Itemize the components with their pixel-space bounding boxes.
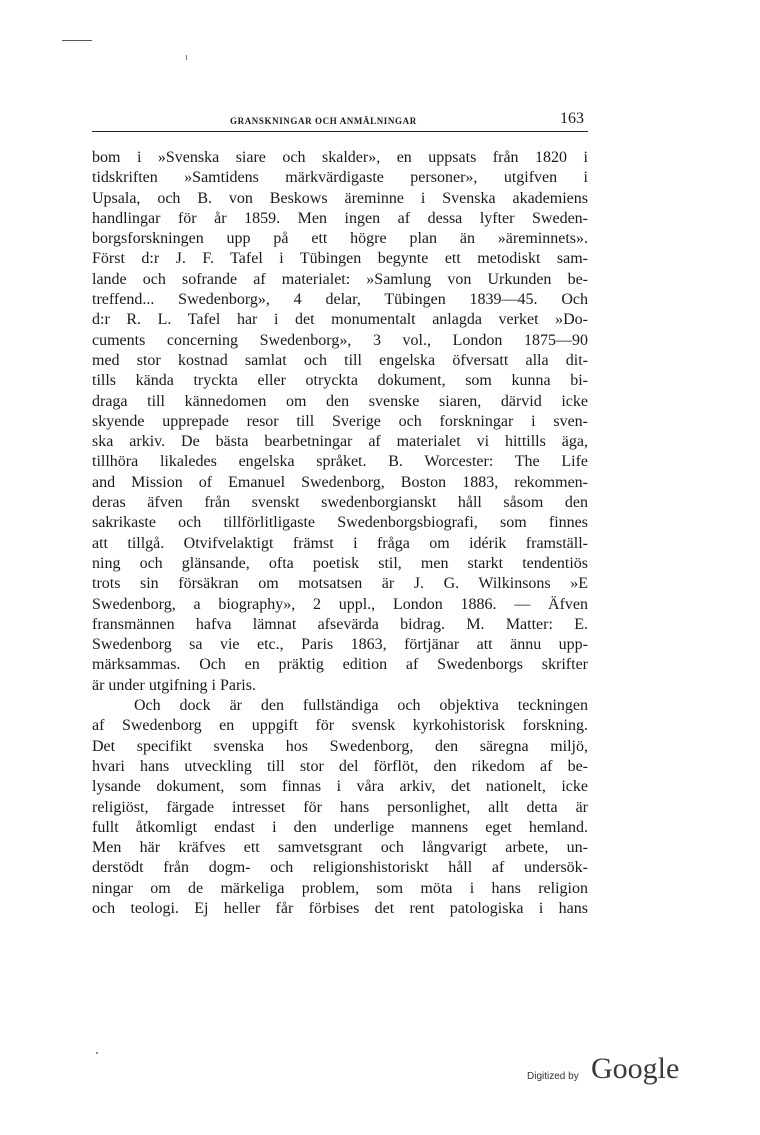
running-header [92, 110, 588, 136]
text-line: fransmännen hafva lämnat afsevärda bidrag. M. Matter: E. [92, 615, 588, 633]
text-line: fullt åtkomligt endast i den underlige mannens eget hemland. [92, 818, 588, 836]
text-line: borgsforskningen upp på ett högre plan än »äreminnets». [92, 230, 588, 248]
text-line: sakrikaste och tillförlitligaste Swedenborgsbiografi, som finnes [92, 514, 588, 532]
text-line: ning och glänsande, ofta poetisk stil, men starkt tendentiös [92, 554, 588, 572]
text-line: trots sin försäkran om motsatsen är J. G. Wilkinsons »E [92, 575, 588, 593]
text-line: lysande dokument, som finnas i våra arkiv, det nationelt, icke [92, 778, 588, 796]
text-line: tills kända tryckta eller otryckta dokument, som kunna bi- [92, 372, 588, 390]
text-line: Upsala, och B. von Beskows äreminne i Svenska akademiens [92, 189, 588, 207]
text-line: and Mission of Emanuel Swedenborg, Boston 1883, rekommen- [92, 473, 588, 491]
text-line: Men här kräfves ett samvetsgrant och långvarigt arbete, un- [92, 839, 588, 857]
text-line-paragraph-end: är under utgifning i Paris. [92, 676, 256, 694]
digitized-watermark [527, 1050, 687, 1090]
text-line: skyende upprepade resor till Sverige och forskningar i sven- [92, 412, 588, 430]
text-line: derstödt från dogm- och religionshistoriskt håll af undersök- [92, 859, 588, 877]
text-line: af Swedenborg en uppgift för svensk kyrkohistorisk forskning. [92, 717, 588, 735]
text-line: lande och sofrande af materialet: »Samlung von Urkunden be- [92, 270, 588, 288]
text-line: och teologi. Ej heller får förbises det rent patologiska i hans [92, 899, 588, 917]
text-line: Först d:r J. F. Tafel i Tübingen begynte ett metodiskt sam- [92, 250, 588, 268]
google-logo: Google [591, 1052, 680, 1085]
text-line: cuments concerning Swedenborg», 3 vol., London 1875—90 [92, 331, 588, 349]
page-number: 163 [560, 110, 584, 127]
text-line: Swedenborg, a biography», 2 uppl., London 1886. — Äfven [92, 595, 588, 613]
text-line: draga till kännedomen om den svenske siaren, därvid icke [92, 392, 588, 410]
text-line: Det specifikt svenska hos Swedenborg, den säregna miljö, [92, 737, 588, 755]
text-line: deras äfven från svenskt swedenborgianskt håll såsom den [92, 494, 588, 512]
text-line: treffend... Swedenborg», 4 delar, Tübingen 1839—45. Och [92, 291, 588, 309]
margin-tick-mark [186, 55, 187, 60]
header-rule [92, 131, 588, 132]
text-line: med stor kostnad samlat och till engelska öfversatt alla dit- [92, 351, 588, 369]
text-line: ningar om de märkeliga problem, som möta i hans religion [92, 879, 588, 897]
text-line: ska arkiv. De bästa bearbetningar af materialet vi hittills äga, [92, 433, 588, 451]
text-line-paragraph-start: Och dock är den fullständiga och objektiva teckningen [134, 697, 588, 715]
text-line: d:r R. L. Tafel har i det monumentalt anlagda verket »Do- [92, 311, 588, 329]
text-line: religiöst, färgade intresset för hans personlighet, allt detta är [92, 798, 588, 816]
margin-dot-mark [96, 1052, 98, 1054]
header-title: GRANSKNINGAR OCH ANMÄLNINGAR [230, 116, 417, 126]
text-line: tillhöra likaledes engelska språket. B. Worcester: The Life [92, 453, 588, 471]
margin-rule-mark [62, 40, 92, 41]
text-line: märksammas. Och en präktig edition af Swedenborgs skrifter [92, 656, 588, 674]
text-line: bom i »Svenska siare och skalder», en uppsats från 1820 i [92, 149, 588, 166]
body-text [92, 148, 588, 919]
text-line: Swedenborg sa vie etc., Paris 1863, förtjänar att ännu upp- [92, 636, 588, 654]
text-line: hvari hans utveckling till stor del förflöt, den rikedom af be- [92, 757, 588, 775]
watermark-prefix: Digitized by [527, 1071, 579, 1082]
text-line: att tillgå. Otvifvelaktigt främst i fråga om idérik framställ- [92, 534, 588, 552]
text-line: tidskriften »Samtidens märkvärdigaste personer», utgifven i [92, 169, 588, 187]
text-line: handlingar för år 1859. Men ingen af dessa lyfter Sweden- [92, 209, 588, 227]
